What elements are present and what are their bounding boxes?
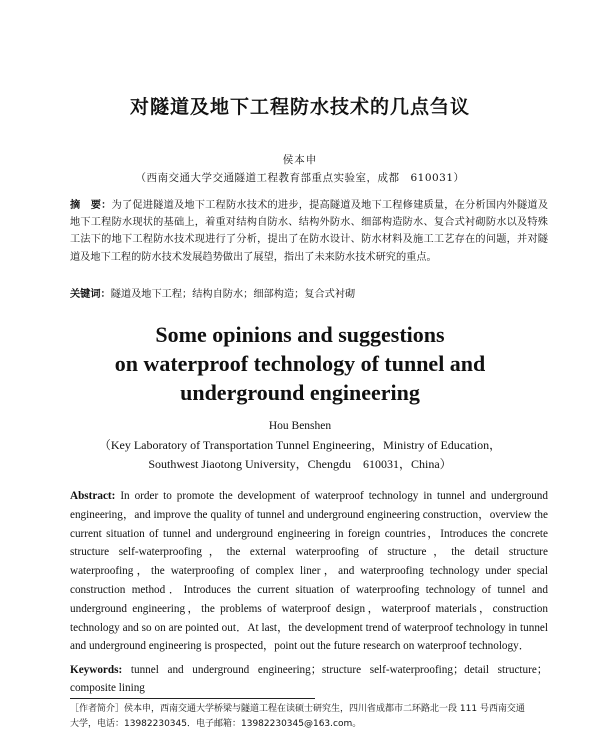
footnote-line: ［作者简介］侯本申，西南交通大学桥梁与隧道工程在读硕士研究生，四川省成都市二环路北一段 111 号西南交通 [70,704,525,714]
english-title-line: Some opinions and suggestions [155,322,445,347]
english-keywords [70,661,548,697]
english-abstract-text: In order to promote the development of waterproof technology in tunnel and underground engineering，and improve the quality of tunnel and underground engineering construction，overview the current situation of tunnel and underground engineering in foreign countries，Introduces the concrete structure self-waterproofing，the external waterproofing of structure，the detail structure waterproofing，the waterproofing of complex liner，and waterproofing technology under special construction method．Introduces the current situation of waterproofing technology of tunnel and underground engineering，the problems of waterproof design，waterproof materials，construction technology and so on are pointed out．At last，the development trend of waterproof technology in tunnel and underground engineering is prospected，point out the future research on waterproof technology． [70,490,548,653]
english-title [0,320,600,407]
chinese-author: 侯本申 [282,154,318,166]
english-keywords-label: Keywords: [70,664,123,676]
english-abstract [70,487,548,656]
english-title-line: underground engineering [180,380,420,405]
english-abstract-label: Abstract: [70,490,116,502]
english-affiliation-line: （Key Laboratory of Transportation Tunnel Engineering，Ministry of Education， [98,438,502,452]
chinese-affiliation: （西南交通大学交通隧道工程教育部重点实验室，成都 610031） [135,172,465,184]
chinese-abstract [70,197,548,266]
english-keywords-text: tunnel and underground engineering；structure self-waterproofing；detail structure；composite lining [70,664,548,694]
author-footnote [70,702,548,731]
english-affiliation-line: Southwest Jiaotong University，Chengdu 610031，China） [148,457,452,471]
chinese-keywords [70,286,548,303]
chinese-abstract-text: 为了促进隧道及地下工程防水技术的进步，提高隧道及地下工程修建质量，在分析国内外隧道及地下工程防水现状的基础上，着重对结构自防水、结构外防水、细部构造防水、复合式衬砌防水以及特殊工法下的地下工程防水技术现进行了分析，提出了在防水设计、防水材料及施工工艺存在的问题，并对隧道及地下工程的防水技术发展趋势做出了展望，指出了未来防水技术研究的重点。 [70,200,549,263]
english-title-line: on waterproof technology of tunnel and [114,351,486,376]
english-affiliation [0,436,600,474]
footnote-divider [70,698,315,699]
chinese-keywords-label: 关键词： [70,289,111,300]
english-author: Hou Benshen [268,420,332,432]
chinese-keywords-text: 隧道及地下工程；结构自防水；细部构造；复合式衬砌 [110,289,356,300]
chinese-abstract-label: 摘 要： [70,200,112,211]
chinese-title: 对隧道及地下工程防水技术的几点刍议 [129,96,470,118]
footnote-line: 大学，电话：13982230345．电子邮箱：13982230345@163.com。 [70,718,362,729]
